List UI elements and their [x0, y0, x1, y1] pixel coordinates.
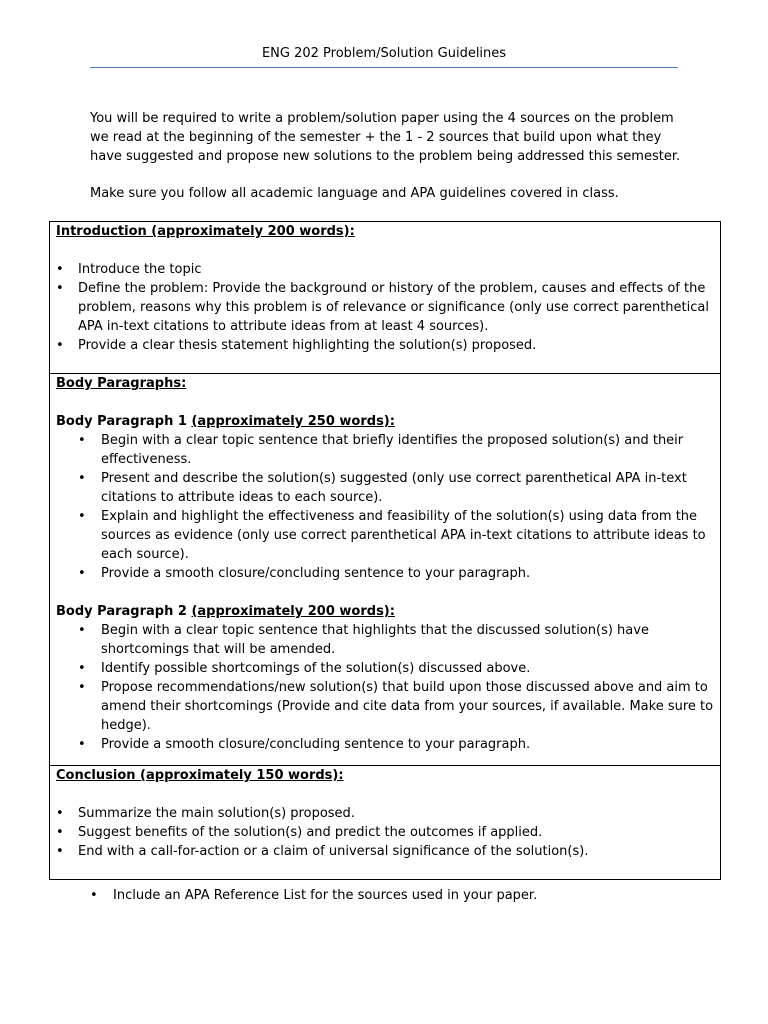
- body-paragraph-2-label: Body Paragraph 2: [56, 604, 192, 619]
- body-paragraph-1-heading: [56, 412, 714, 431]
- introduction-heading: Introduction (approximately 200 words):: [56, 224, 355, 239]
- list-item: • Begin with a clear topic sentence that briefly identifies the proposed solution(s) and their effectiveness.: [56, 431, 714, 469]
- reference-list: [90, 886, 690, 905]
- body-paragraph-1-list: [56, 431, 714, 583]
- body-paragraph-2-heading: [56, 602, 714, 621]
- conclusion-list: [56, 804, 714, 861]
- list-item: • Define the problem: Provide the background or history of the problem, causes and effects of the problem, reasons why this problem is of relevance or significance (only use correct parenthetical APA in-text citations to attribute ideas from at least 4 sources).: [56, 279, 714, 336]
- list-item: • Explain and highlight the effectiveness and feasibility of the solution(s) using data from the sources as evidence (only use correct parenthetical APA in-text citations to attribute ideas to each source).: [56, 507, 714, 564]
- list-item: • Provide a clear thesis statement highlighting the solution(s) proposed.: [56, 336, 714, 355]
- list-item: • Include an APA Reference List for the sources used in your paper.: [90, 886, 690, 905]
- body-paragraph-2-list: [56, 621, 714, 754]
- list-item: • Begin with a clear topic sentence that highlights that the discussed solution(s) have shortcomings that will be amended.: [56, 621, 714, 659]
- list-item: • Identify possible shortcomings of the solution(s) discussed above.: [56, 659, 714, 678]
- list-item: • Summarize the main solution(s) proposed.: [56, 804, 714, 823]
- conclusion-section: [50, 765, 720, 879]
- introduction-list: [56, 260, 714, 355]
- introduction-section: [50, 222, 720, 373]
- list-item: • Introduce the topic: [56, 260, 714, 279]
- intro-paragraph-2: Make sure you follow all academic language and APA guidelines covered in class.: [90, 186, 619, 201]
- body-paragraph-2-words: (approximately 200 words):: [191, 604, 395, 619]
- list-item: • Provide a smooth closure/concluding sentence to your paragraph.: [56, 735, 714, 754]
- body-paragraph-1-label: Body Paragraph 1: [56, 414, 192, 429]
- conclusion-heading: Conclusion (approximately 150 words):: [56, 768, 344, 783]
- body-section: [50, 373, 720, 765]
- list-item: • End with a call-for-action or a claim of universal significance of the solution(s).: [56, 842, 714, 861]
- header-rule: [90, 67, 678, 68]
- intro-paragraph-1: You will be required to write a problem/solution paper using the 4 sources on the problem we read at the beginning of the semester + the 1 - 2 sources that build upon what they have suggested and propose new solutions to the problem being addressed this semester.: [90, 111, 681, 164]
- reference-note: [90, 886, 690, 905]
- intro-text: [90, 109, 690, 203]
- body-heading: Body Paragraphs:: [56, 376, 187, 391]
- list-item: • Provide a smooth closure/concluding sentence to your paragraph.: [56, 564, 714, 583]
- list-item: • Present and describe the solution(s) suggested (only use correct parenthetical APA in-text citations to attribute ideas to each source).: [56, 469, 714, 507]
- list-item: • Propose recommendations/new solution(s) that build upon those discussed above and aim to amend their shortcomings (Provide and cite data from your sources, if available. Make sure to hedge).: [56, 678, 714, 735]
- guidelines-table: [49, 221, 721, 880]
- list-item: • Suggest benefits of the solution(s) and predict the outcomes if applied.: [56, 823, 714, 842]
- page-header-title: ENG 202 Problem/Solution Guidelines: [261, 46, 507, 61]
- body-paragraph-1-words: (approximately 250 words):: [191, 414, 395, 429]
